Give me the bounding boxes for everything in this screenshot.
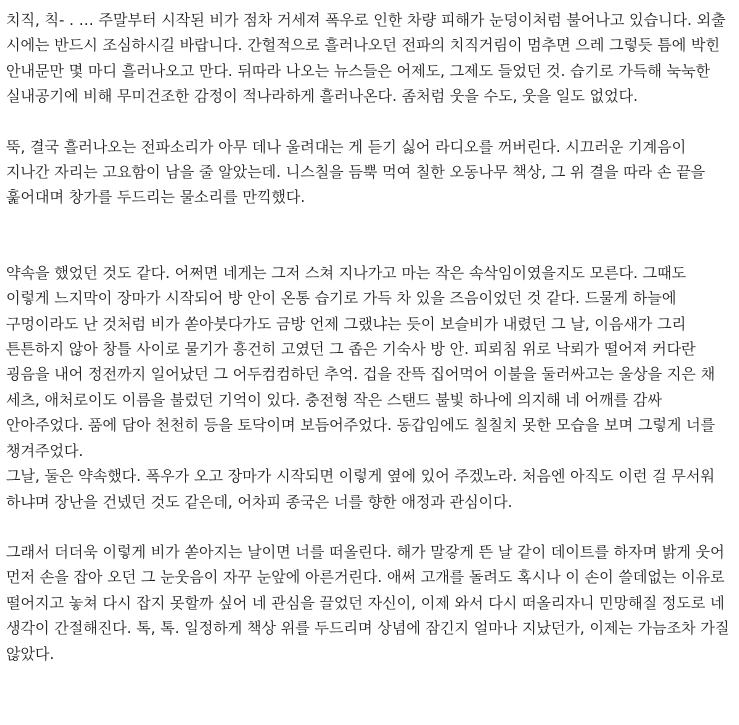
- paragraph-spacer: [6, 110, 731, 135]
- paragraph-1: 치직, 칙- . … 주말부터 시작된 비가 점차 거세져 폭우로 인한 차량 피해가 눈덩이처럼 불어나고 있습니다. 외출 시에는 반드시 조심하시길 바랍니다. 간헐적으로 흘러나오던 전파의 치직거림이 멈추면 으레 그렇듯 틈에 박힌 안내문만 몇 마디 흘러나오고 만다. 뒤따라 나오는 뉴스들은 어제도, 그제도 들었던 것. 습기로 가득해 눅눅한 실내공기에 비해 무미건조한 감정이 적나라하게 흘러나온다. 좀처럼 웃을 수도, 웃을 일도 없었다.: [6, 11, 731, 106]
- paragraph-2: 뚝, 결국 흘러나오는 전파소리가 아무 데나 울려대는 게 듣기 싫어 라디오를 꺼버린다. 시끄러운 기계음이 지나간 자리는 고요함이 남을 줄 알았는데. 니스칠을 듬뿍 먹여 칠한 오동나무 책상, 그 위 결을 따라 손 끝을 훑어대며 창가를 두드리는 물소리를 만끽했다.: [6, 137, 710, 207]
- paragraph-3: 약속을 했었던 것도 같다. 어쩌면 네게는 그저 스쳐 지나가고 마는 작은 속삭임이였을지도 모른다. 그때도 이렇게 느지막이 장마가 시작되어 방 안이 온통 습기로 가득 차 있을 즈음이었던 것 같다. 드물게 하늘에 구멍이라도 난 것처럼 비가 쏟아붓다가도 금방 언제 그랬냐는 듯이 보슬비가 내렸던 그 날, 이음새가 그리 튼튼하지 않아 창틀 사이로 물기가 흥건히 고였던 그 좁은 기숙사 방 안. 피뢰침 위로 낙뢰가 떨어져 커다란 굉음을 내어 정전까지 일어났던 그 어두컴컴하던 추억. 겁을 잔뜩 집어먹어 이불을 둘러싸고는 울상을 지은 채 세츠, 애처로이도 이름을 불렀던 기억이 있다. 충전형 작은 스탠드 불빛 하나에 의지해 네 어깨를 감싸 안아주었다. 품에 담아 천천히 등을 토닥이며 보듬어주었다. 동갑임에도 칠칠치 못한 모습을 보며 그렇게 너를 챙겨주었다.: [6, 263, 720, 460]
- paragraph-spacer: [6, 211, 731, 261]
- paragraph-spacer: [6, 515, 731, 540]
- paragraph-5: 그래서 더더욱 이렇게 비가 쏟아지는 날이면 너를 떠올린다. 해가 말갛게 뜬 날 같이 데이트를 하자며 밝게 웃어 먼저 손을 잡아 오던 그 눈웃음이 자꾸 눈앞에 아른거린다. 애써 고개를 돌려도 혹시나 이 손이 쓸데없는 이유로 떨어지고 놓쳐 다시 잡지 못할까 싶어 네 관심을 끌었던 자신이, 이제 와서 다시 떠올리자니 민망해질 정도로 네 생각이 간절해진다. 톡, 톡. 일정하게 책상 위를 두드리며 상념에 잠긴지 얼마나 지났던가, 이제는 가늠조차 가질 않았다.: [6, 542, 735, 663]
- paragraph-4: 그날, 둘은 약속했다. 폭우가 오고 장마가 시작되면 이렇게 옆에 있어 주겠노라. 처음엔 아직도 이런 걸 무서워 하냐며 장난을 건넸던 것도 같은데, 어차피 종국은 너를 향한 애정과 관심이다.: [6, 467, 720, 511]
